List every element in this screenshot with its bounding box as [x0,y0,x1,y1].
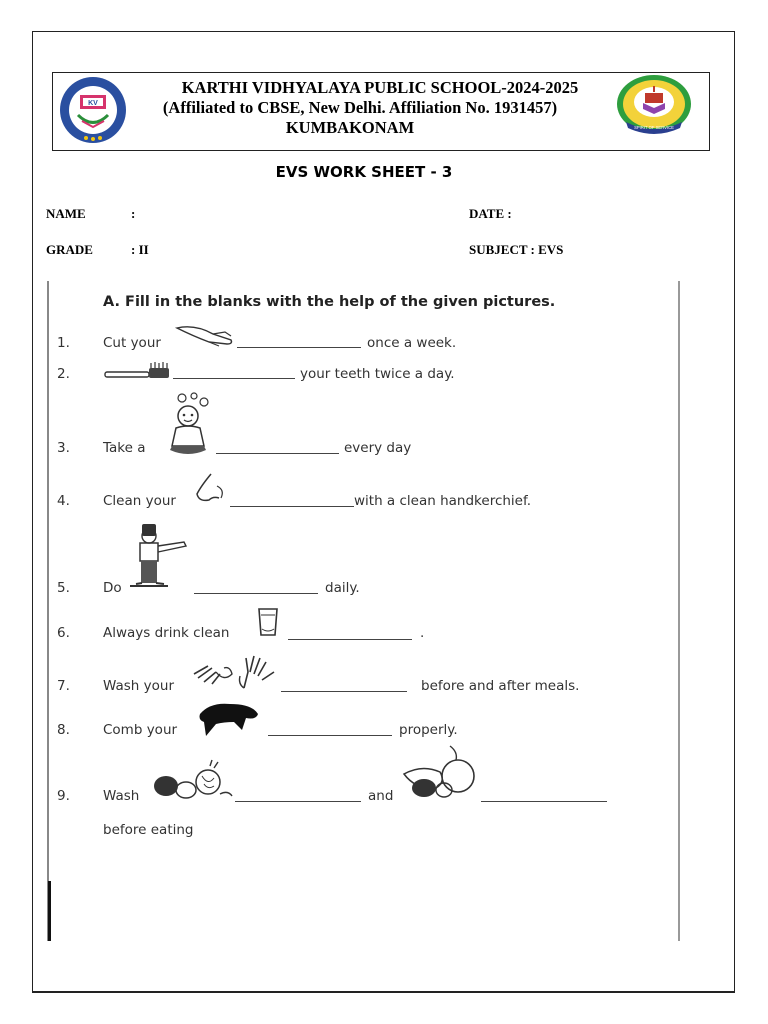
bath-child-icon [160,388,216,458]
answer-blank[interactable] [194,593,318,594]
answer-blank[interactable] [268,735,392,736]
hair-icon [196,700,262,738]
question-text-before: Always drink clean [103,625,230,641]
question-text-middle: and [368,788,394,804]
question-text-before: Take a [103,440,146,456]
toothbrush-icon [103,360,173,382]
question-text-after: with a clean handkerchief. [354,493,532,509]
question-text-after: daily. [325,580,360,596]
question-continuation: before eating [103,822,194,838]
exercise-boy-icon [128,522,190,592]
question-number: 5. [57,580,70,596]
question-number: 4. [57,493,70,509]
question-text-after: . [420,625,425,641]
fruits-icon [402,744,478,802]
name-label: NAME [46,206,86,221]
answer-blank[interactable] [237,347,361,348]
answer-blank[interactable] [288,639,412,640]
question-number: 3. [57,440,70,456]
question-text-before: Wash [103,788,140,804]
question-text-after: every day [344,440,412,456]
question-text-before: Clean your [103,493,176,509]
answer-blank[interactable] [481,801,607,802]
question-text-before: Wash your [103,678,174,694]
question-text-before: Comb your [103,722,178,738]
question-text-after: before and after meals. [421,678,580,694]
grade-label: GRADE [46,242,93,257]
vegetables-icon [150,760,234,802]
question-number: 9. [57,788,70,804]
exercise-title: A. Fill in the blanks with the help of the given pictures. [103,294,556,310]
right-logo-motto: SPIRIT OF SERVICE [634,125,674,130]
school-city: KUMBAKONAM [285,118,415,137]
answer-blank[interactable] [281,691,407,692]
answer-blank[interactable] [216,453,339,454]
worksheet-title: EVS WORK SHEET - 3 [275,163,453,181]
question-number: 7. [57,678,70,694]
question-text-before: Cut your [103,335,161,351]
answer-blank[interactable] [235,801,361,802]
nail-clipper-icon [175,322,235,350]
left-logo-text: KV [88,100,98,107]
question-number: 6. [57,625,70,641]
nose-icon [193,472,229,506]
subject-label: SUBJECT : EVS [469,242,564,257]
hands-icon [190,652,280,690]
question-number: 1. [57,335,70,351]
answer-blank[interactable] [230,506,354,507]
question-text-after: properly. [399,722,458,738]
answer-blank[interactable] [173,378,295,379]
school-affiliation: (Affiliated to CBSE, New Delhi. Affiliation No. 1931457) [162,98,558,117]
question-number: 8. [57,722,70,738]
school-name: KARTHI VIDHYALAYA PUBLIC SCHOOL-2024-2025 [181,78,579,97]
date-label: DATE : [469,206,512,221]
question-text-before: Do [103,580,122,596]
question-text-after: once a week. [367,335,457,351]
name-colon: : [131,206,136,221]
grade-value: : II [131,242,149,257]
water-glass-icon [256,607,280,637]
question-number: 2. [57,366,70,382]
question-text-after: your teeth twice a day. [300,366,455,382]
